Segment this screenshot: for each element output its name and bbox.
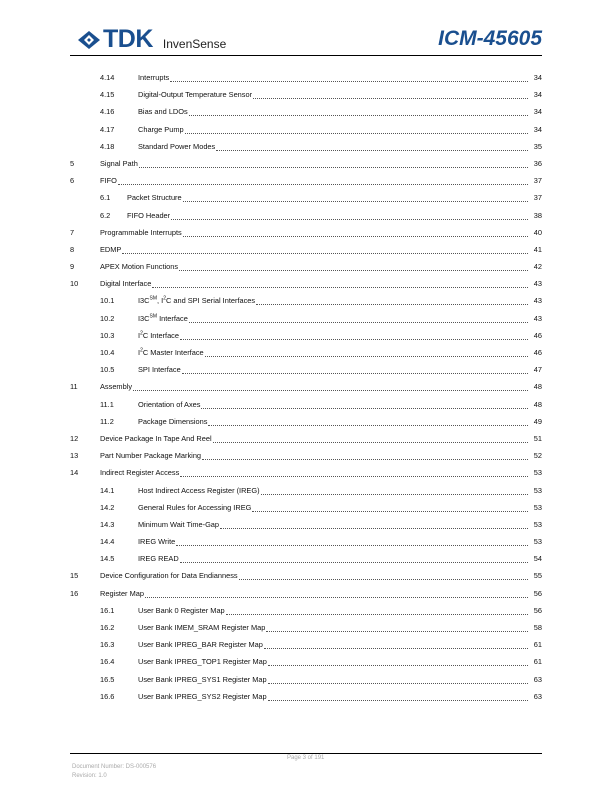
toc-leader-dots [261, 485, 528, 495]
toc-title[interactable]: User Bank IPREG_BAR Register Map [138, 640, 263, 650]
toc-page: 56 [533, 588, 542, 598]
toc-entry[interactable] [70, 278, 542, 295]
tdk-emblem-icon [78, 31, 100, 49]
toc-title-wrap [138, 605, 528, 617]
toc-title-wrap [100, 450, 528, 462]
toc-title-wrap [138, 691, 528, 703]
toc-leader-dots [179, 261, 528, 271]
toc-leader-dots [180, 467, 528, 477]
toc-entry[interactable] [70, 381, 542, 398]
toc-title-wrap [138, 519, 528, 531]
toc-number: 16.2 [100, 623, 115, 632]
toc-entry[interactable] [70, 622, 542, 639]
toc-title-wrap [100, 588, 528, 600]
toc-leader-dots [264, 639, 528, 649]
toc-title[interactable]: Device Package In Tape And Reel [100, 433, 212, 443]
toc-page: 43 [533, 296, 542, 306]
toc-leader-dots [253, 89, 528, 99]
toc-leader-dots [180, 553, 528, 563]
toc-leader-dots [152, 278, 528, 288]
toc-page: 51 [533, 433, 542, 443]
toc-title-wrap [138, 416, 528, 428]
toc-entry[interactable] [70, 141, 542, 158]
toc-number: 4.15 [100, 90, 115, 100]
toc-title-wrap [138, 536, 528, 548]
toc-page: 63 [533, 674, 542, 684]
toc-title[interactable]: Interrupts [138, 73, 170, 82]
toc-number: 7 [70, 227, 75, 237]
toc-leader-dots [216, 141, 528, 151]
toc-title-wrap [127, 192, 528, 204]
toc-title[interactable]: Register Map [100, 588, 144, 598]
toc-number: 16.6 [100, 691, 115, 701]
toc-number: 10.1 [100, 296, 115, 306]
toc-title[interactable]: SPI Interface [138, 365, 181, 375]
toc-title[interactable]: IREG READ [138, 554, 179, 564]
toc-title[interactable]: User Bank IPREG_SYS2 Register Map [138, 691, 267, 701]
document-number: Document Number: DS-000576 [72, 764, 157, 770]
toc-title-wrap [138, 72, 528, 84]
toc-leader-dots [183, 192, 528, 202]
toc-page: 34 [533, 107, 542, 117]
toc-page: 38 [533, 210, 542, 220]
toc-title[interactable]: EDMP [100, 244, 122, 254]
toc-entry[interactable] [70, 416, 542, 433]
toc-entry[interactable] [70, 502, 542, 519]
toc-number: 9 [70, 262, 75, 272]
toc-page: 43 [533, 279, 542, 289]
toc-title[interactable]: Packet Structure [127, 193, 182, 203]
toc-entry[interactable] [70, 72, 542, 89]
toc-entry[interactable] [70, 433, 542, 450]
toc-page: 49 [533, 416, 542, 426]
toc-leader-dots [118, 175, 528, 185]
toc-leader-dots [252, 502, 528, 512]
toc-entry[interactable] [70, 674, 542, 691]
toc-page: 61 [533, 657, 542, 667]
toc-number: 4.16 [100, 107, 115, 117]
toc-entry[interactable] [70, 570, 542, 587]
toc-entry[interactable] [70, 192, 542, 209]
toc-title[interactable]: User Bank IPREG_TOP1 Register Map [138, 657, 267, 667]
toc-title-wrap [100, 227, 528, 239]
toc-leader-dots [226, 605, 528, 615]
footer-divider [70, 753, 542, 754]
toc-page: 61 [533, 640, 542, 650]
toc-page: 40 [533, 227, 542, 237]
toc-number: 14.5 [100, 554, 115, 564]
toc-page: 37 [533, 193, 542, 203]
toc-number: 16 [70, 588, 79, 598]
toc-leader-dots [189, 106, 528, 116]
toc-title[interactable]: Assembly [100, 382, 133, 392]
toc-entry[interactable] [70, 399, 542, 416]
toc-leader-dots [256, 295, 528, 305]
toc-page: 34 [533, 124, 542, 134]
toc-leader-dots [201, 399, 528, 409]
toc-title-wrap [100, 467, 528, 479]
toc-entry[interactable] [70, 106, 542, 123]
toc-title-wrap [138, 622, 528, 634]
toc-title[interactable]: Bias and LDOs [138, 107, 188, 117]
toc-leader-dots [268, 674, 528, 684]
toc-leader-dots [239, 570, 528, 580]
toc-page: 53 [533, 537, 542, 547]
toc-title[interactable]: Programmable Interrupts [100, 227, 182, 237]
toc-leader-dots [189, 313, 528, 323]
toc-title-wrap [100, 433, 528, 445]
toc-number: 14.3 [100, 519, 115, 529]
toc-page: 52 [533, 451, 542, 461]
toc-number: 10.3 [100, 330, 115, 340]
toc-title-wrap [138, 485, 528, 497]
toc-title[interactable]: FIFO Header [127, 210, 171, 220]
toc-number: 14.2 [100, 502, 115, 512]
toc-entry[interactable] [70, 89, 542, 106]
toc-page: 53 [533, 502, 542, 512]
toc-number: 11.1 [100, 399, 114, 409]
toc-leader-dots [268, 691, 528, 701]
toc-title-wrap [138, 347, 528, 359]
table-of-contents [70, 72, 542, 708]
toc-title-wrap [138, 674, 528, 686]
toc-title[interactable]: Signal Path [100, 158, 138, 168]
toc-title[interactable]: FIFO [100, 176, 117, 186]
toc-title[interactable]: Package Dimensions [138, 416, 208, 426]
toc-entry[interactable] [70, 124, 542, 141]
toc-page: 55 [533, 571, 542, 581]
toc-title[interactable]: $I^2C$ Interface [138, 330, 179, 340]
toc-leader-dots [171, 210, 528, 220]
toc-leader-dots [122, 244, 528, 254]
toc-title[interactable]: Orientation of Axes [138, 399, 201, 409]
sub-brand: InvenSense [162, 36, 227, 51]
toc-entry[interactable] [70, 485, 542, 502]
toc-title-wrap [138, 89, 528, 101]
toc-number: 6 [70, 176, 75, 186]
toc-page: 48 [533, 399, 542, 409]
toc-entry[interactable] [70, 347, 542, 364]
toc-entry[interactable] [70, 639, 542, 656]
toc-number: 4.18 [100, 141, 115, 151]
toc-page: 56 [533, 605, 542, 615]
toc-number: 10.4 [100, 348, 115, 357]
toc-page: 37 [533, 176, 542, 186]
toc-title-wrap [100, 381, 528, 393]
toc-title-wrap [138, 295, 528, 307]
toc-page: 42 [533, 262, 542, 272]
toc-number: 11 [70, 382, 78, 392]
toc-title[interactable]: Standard Power Modes [138, 141, 216, 151]
toc-leader-dots [202, 450, 528, 460]
toc-page: 53 [533, 468, 542, 478]
toc-number: 10.2 [100, 313, 115, 323]
product-title: ICM-45605 [438, 27, 542, 50]
toc-entry[interactable] [70, 364, 542, 381]
toc-number: 14.4 [100, 537, 115, 547]
toc-number: 4.14 [100, 73, 115, 82]
toc-leader-dots [220, 519, 528, 529]
toc-number: 14 [70, 468, 79, 478]
toc-title[interactable]: Indirect Register Access [100, 468, 180, 478]
toc-title-wrap [138, 106, 528, 118]
toc-title[interactable]: Device Configuration for Data Endianness [100, 571, 238, 581]
toc-entry[interactable] [70, 175, 542, 192]
toc-title[interactable]: User Bank IMEM_SRAM Register Map [138, 623, 266, 632]
toc-entry[interactable] [70, 536, 542, 553]
toc-page: 53 [533, 485, 542, 495]
toc-entry[interactable] [70, 450, 542, 467]
toc-title[interactable]: APEX Motion Functions [100, 262, 179, 272]
toc-title-wrap [100, 175, 528, 187]
toc-page: 48 [533, 382, 542, 392]
toc-title-wrap [138, 502, 528, 514]
toc-leader-dots [176, 536, 528, 546]
toc-title-wrap [100, 570, 528, 582]
toc-title[interactable]: User Bank 0 Register Map [138, 605, 225, 615]
toc-title[interactable]: Minimum Wait Time-Gap [138, 519, 220, 529]
toc-title-wrap [138, 553, 528, 565]
toc-entry[interactable] [70, 519, 542, 536]
toc-title[interactable]: Digital Interface [100, 279, 152, 289]
toc-page: 43 [533, 313, 542, 323]
toc-leader-dots [145, 588, 528, 598]
toc-leader-dots [208, 416, 528, 426]
toc-entry[interactable] [70, 588, 542, 605]
toc-leader-dots [139, 158, 528, 168]
toc-page: 47 [533, 365, 542, 375]
header-divider [70, 55, 542, 56]
toc-entry[interactable] [70, 227, 542, 244]
toc-leader-dots [170, 72, 528, 82]
toc-entry[interactable] [70, 158, 542, 175]
toc-number: 8 [70, 244, 75, 254]
toc-entry[interactable] [70, 261, 542, 278]
toc-title[interactable]: Digital-Output Temperature Sensor [138, 90, 253, 100]
toc-leader-dots [185, 124, 528, 134]
toc-title-wrap [138, 313, 528, 325]
toc-title[interactable]: I3C℠ Interface [138, 313, 188, 323]
toc-page: 34 [533, 73, 542, 82]
page-number: Page 3 of 191 [287, 755, 325, 761]
toc-page: 63 [533, 691, 542, 701]
toc-title[interactable]: User Bank IPREG_SYS1 Register Map [138, 674, 267, 684]
toc-number: 16.1 [100, 605, 115, 615]
revision: Revision: 1.0 [72, 773, 107, 779]
toc-number: 13 [70, 451, 79, 461]
toc-title-wrap [100, 278, 528, 290]
toc-entry[interactable] [70, 467, 542, 484]
toc-title-wrap [138, 639, 528, 651]
toc-title-wrap [138, 141, 528, 153]
toc-title-wrap [138, 124, 528, 136]
toc-entry[interactable] [70, 210, 542, 227]
toc-page: 46 [533, 330, 542, 340]
toc-number: 5 [70, 158, 75, 168]
toc-leader-dots [268, 656, 528, 666]
toc-leader-dots [182, 364, 528, 374]
toc-entry[interactable] [70, 295, 542, 312]
toc-title[interactable]: I3C℠, $I^2C$ and SPI Serial Interfaces [138, 295, 256, 306]
toc-number: 16.5 [100, 674, 115, 684]
toc-leader-dots [183, 227, 528, 237]
toc-leader-dots [133, 381, 528, 391]
toc-entry[interactable] [70, 605, 542, 622]
toc-title-wrap [138, 399, 528, 411]
toc-page: 46 [533, 348, 542, 357]
toc-number: 10 [70, 279, 79, 289]
toc-page: 34 [533, 90, 542, 100]
toc-title-wrap [138, 330, 528, 342]
toc-leader-dots [205, 347, 528, 357]
toc-page: 53 [533, 519, 542, 529]
toc-page: 41 [533, 244, 542, 254]
toc-title[interactable]: Part Number Package Marking [100, 451, 202, 461]
toc-leader-dots [266, 622, 528, 632]
toc-number: 16.3 [100, 640, 115, 650]
toc-number: 16.4 [100, 657, 115, 667]
toc-number: 11.2 [100, 416, 114, 426]
toc-title-wrap [100, 158, 528, 170]
toc-title-wrap [100, 244, 528, 256]
toc-entry[interactable] [70, 244, 542, 261]
toc-number: 6.2 [100, 210, 111, 220]
toc-title-wrap [138, 656, 528, 668]
toc-number: 6.1 [100, 193, 111, 203]
toc-entry[interactable] [70, 313, 542, 330]
toc-number: 4.17 [100, 124, 115, 134]
toc-title-wrap [138, 364, 528, 376]
toc-title[interactable]: Charge Pump [138, 124, 184, 134]
toc-number: 12 [70, 433, 79, 443]
toc-entry[interactable] [70, 553, 542, 570]
toc-entry[interactable] [70, 656, 542, 673]
toc-number: 14.1 [100, 485, 115, 495]
toc-title[interactable]: IREG Write [138, 537, 176, 547]
tdk-logo [78, 27, 226, 52]
brand-name: TDK [103, 25, 153, 53]
toc-number: 10.5 [100, 365, 115, 375]
toc-leader-dots [213, 433, 528, 443]
toc-title[interactable]: $I^2C$ Master Interface [138, 347, 204, 357]
toc-number: 15 [70, 571, 79, 581]
toc-page: 54 [533, 554, 542, 564]
toc-page: 36 [533, 158, 542, 168]
toc-title[interactable]: Host Indirect Access Register (IREG) [138, 485, 260, 495]
toc-title-wrap [100, 261, 528, 273]
toc-entry[interactable] [70, 691, 542, 708]
toc-leader-dots [180, 330, 528, 340]
toc-entry[interactable] [70, 330, 542, 347]
toc-title-wrap [127, 210, 528, 222]
toc-page: 35 [533, 141, 542, 151]
toc-page: 58 [533, 623, 542, 632]
toc-title[interactable]: General Rules for Accessing IREG [138, 502, 252, 512]
